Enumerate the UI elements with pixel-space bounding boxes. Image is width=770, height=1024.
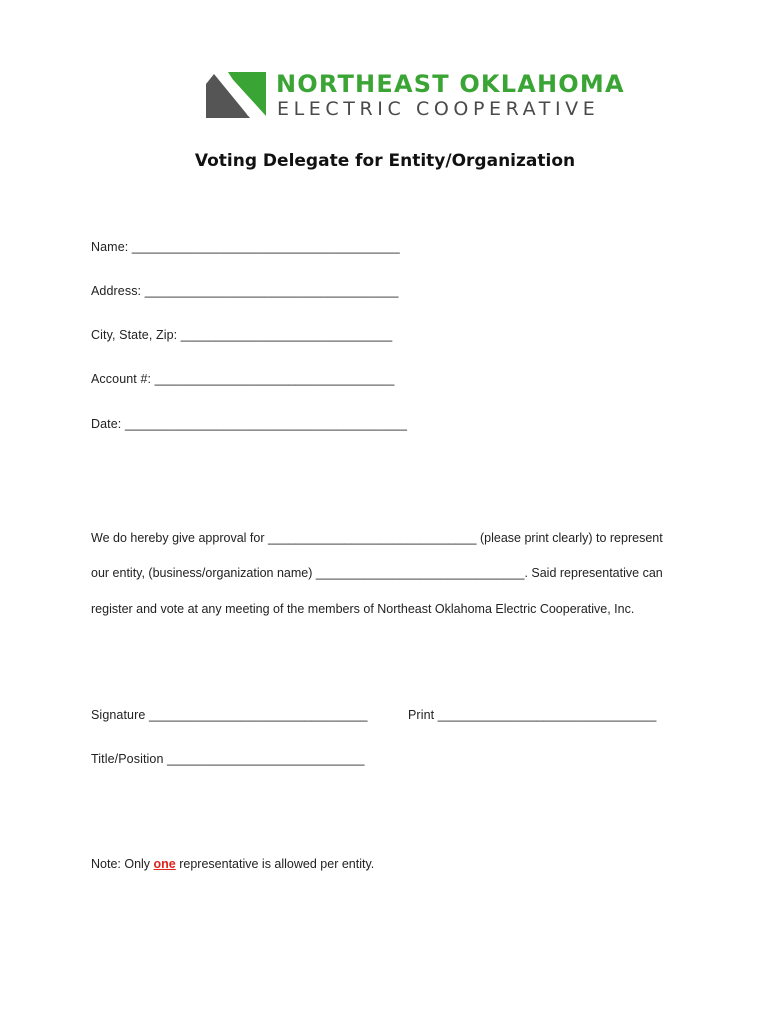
approval-line-2: our entity, (business/organization name) ______________________________. Said representative can xyxy=(91,566,663,580)
approval-line-1: We do hereby give approval for ______________________________ (please print clearly) to represent xyxy=(91,531,663,545)
company-logo xyxy=(206,70,625,122)
date-field[interactable]: Date: ________________________________________ xyxy=(91,417,408,431)
page-title: Voting Delegate for Entity/Organization xyxy=(194,151,576,171)
title-position-field[interactable]: Title/Position ____________________________ xyxy=(91,752,365,766)
approval-line-3: register and vote at any meeting of the members of Northeast Oklahoma Electric Cooperative, Inc. xyxy=(91,602,635,616)
print-name-field[interactable]: Print _______________________________ xyxy=(408,708,657,722)
logo-name-line2: ELECTRIC COOPERATIVE xyxy=(277,98,600,120)
signature-field[interactable]: Signature _______________________________ xyxy=(91,708,368,722)
note-emphasis: one xyxy=(153,857,176,871)
logo-name-line1: NORTHEAST OKLAHOMA xyxy=(276,70,625,98)
address-field[interactable]: Address: ____________________________________ xyxy=(91,284,399,298)
name-field[interactable]: Name: ______________________________________ xyxy=(91,240,400,254)
account-field[interactable]: Account #: __________________________________ xyxy=(91,372,395,386)
note xyxy=(91,857,374,871)
city-state-zip-field[interactable]: City, State, Zip: ______________________________ xyxy=(91,328,393,342)
note-prefix: Note: Only xyxy=(91,857,154,871)
logo-mark-icon xyxy=(206,70,268,120)
note-suffix: representative is allowed per entity. xyxy=(175,857,375,871)
